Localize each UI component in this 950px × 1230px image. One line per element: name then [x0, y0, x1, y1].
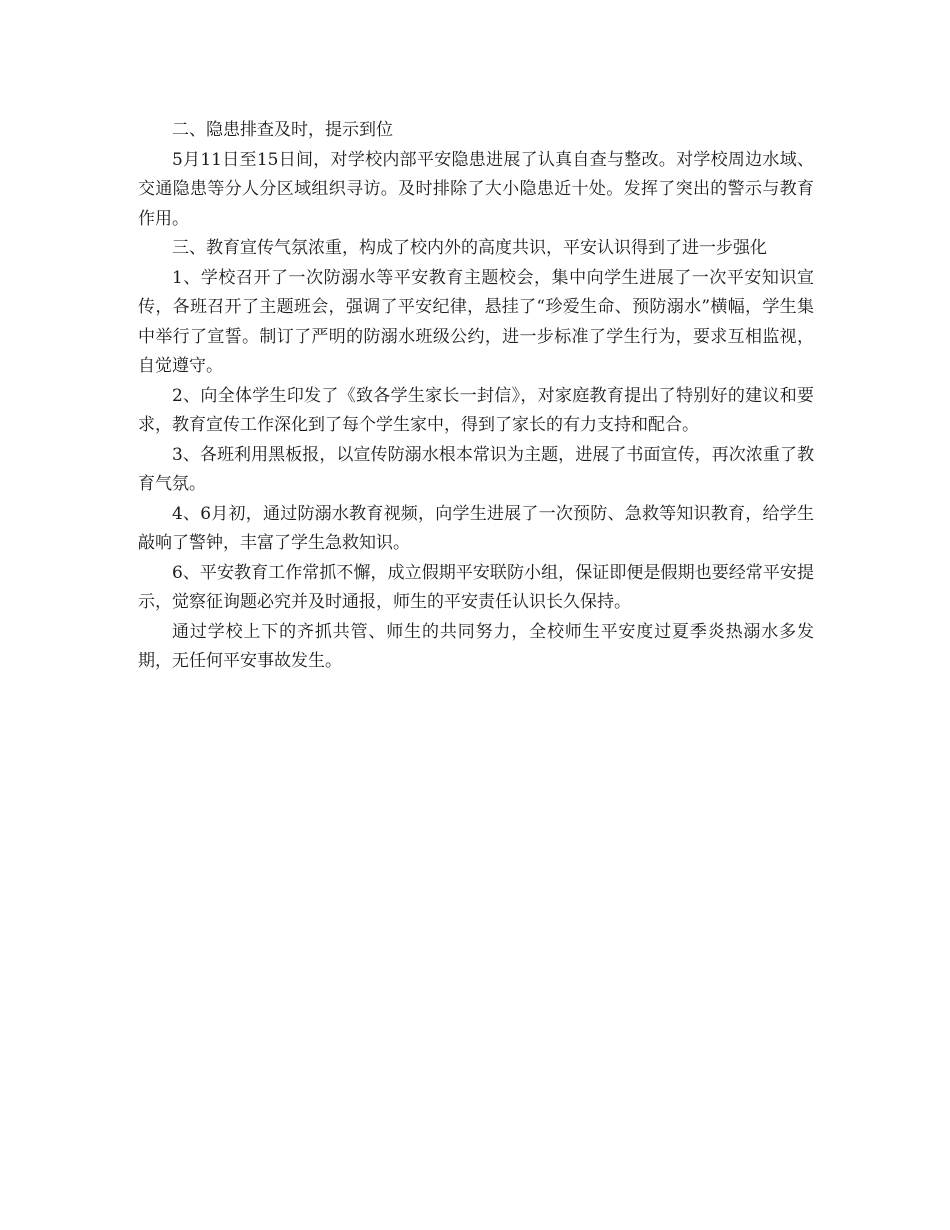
paragraph-item-4: 4、6月初，通过防溺水教育视频，向学生进展了一次预防、急救等知识教育，给学生敲响了警钟，丰富了学生急救知识。: [138, 503, 814, 553]
paragraph-item-1: 1、学校召开了一次防溺水等平安教育主题校会，集中向学生进展了一次平安知识宣传，各班召开了主题班会，强调了平安纪律，悬挂了“珍爱生命、预防溺水”横幅，学生集中举行了宣誓。制订了严明的防溺水班级公约，进一步标准了学生行为，要求互相监视，自觉遵守。: [138, 267, 814, 376]
paragraph-item-3: 3、各班利用黑板报，以宣传防溺水根本常识为主题，进展了书面宣传，再次浓重了教育气氛。: [138, 444, 814, 494]
paragraph-item-2: 2、向全体学生印发了《致各学生家长一封信》，对家庭教育提出了特别好的建议和要求，教育宣传工作深化到了每个学生家中，得到了家长的有力支持和配合。: [138, 385, 814, 435]
paragraph-conclusion: 通过学校上下的齐抓共管、师生的共同努力，全校师生平安度过夏季炎热溺水多发期，无任何平安事故发生。: [138, 621, 814, 671]
paragraph-hazard-check: 5月11日至15日间，对学校内部平安隐患进展了认真自查与整改。对学校周边水域、交通隐患等分人分区域组织寻访。及时排除了大小隐患近十处。发挥了突出的警示与教育作用。: [138, 149, 814, 229]
section-heading-education-publicity: 三、教育宣传气氛浓重，构成了校内外的高度共识，平安认识得到了进一步强化: [172, 238, 767, 258]
paragraph-item-6: 6、平安教育工作常抓不懈，成立假期平安联防小组，保证即便是假期也要经常平安提示，觉察征询题必究并及时通报，师生的平安责任认识长久保持。: [138, 562, 814, 612]
document-page: [138, 116, 814, 677]
section-heading-hazard-check: 二、隐患排查及时，提示到位: [172, 120, 393, 140]
